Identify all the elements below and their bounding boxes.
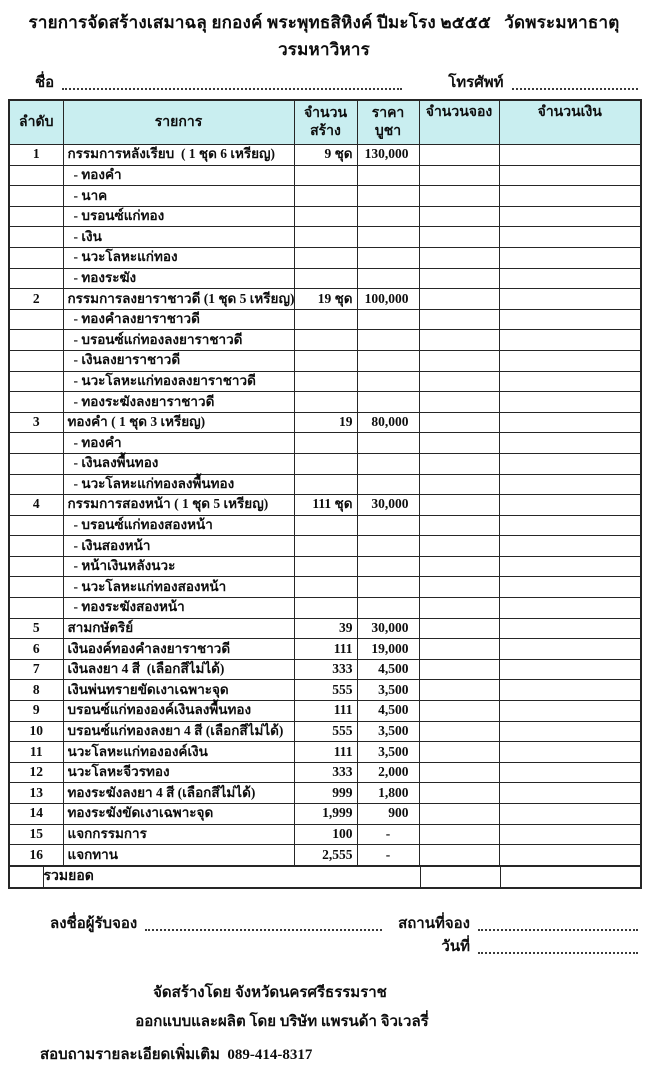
row-amount-cell (499, 433, 641, 454)
total-row (9, 866, 641, 888)
row-amount-cell (499, 453, 641, 474)
row-price-cell: 3,500 (357, 680, 419, 701)
table-row (9, 762, 641, 783)
table-row (9, 742, 641, 763)
row-item-cell: - เงินลงพื้นทอง (63, 453, 294, 474)
row-amount-cell (499, 392, 641, 413)
total-table (8, 865, 642, 889)
row-price-cell (357, 350, 419, 371)
table-row (9, 659, 641, 680)
col-header-reserve: จำนวนจอง (419, 100, 499, 145)
row-no-cell: 11 (9, 742, 63, 763)
table-row (9, 412, 641, 433)
table-row (9, 721, 641, 742)
row-price-cell (357, 453, 419, 474)
row-price-cell: 130,000 (357, 145, 419, 166)
row-amount-cell (499, 247, 641, 268)
row-qty-cell (294, 392, 357, 413)
row-reserve-cell (419, 453, 499, 474)
table-row (9, 453, 641, 474)
row-qty-cell: 333 (294, 762, 357, 783)
row-reserve-cell (419, 783, 499, 804)
row-no-cell (9, 206, 63, 227)
row-qty-cell: 19 (294, 412, 357, 433)
table-row (9, 701, 641, 722)
row-item-cell: บรอนซ์แก่ทององค์เงินลงพื้นทอง (63, 701, 294, 722)
row-price-cell: 30,000 (357, 618, 419, 639)
row-item-cell: - บรอนซ์แก่ทองสองหน้า (63, 515, 294, 536)
row-item-cell: แจกทาน (63, 845, 294, 866)
row-price-cell (357, 371, 419, 392)
col-header-price-line1: ราคา (371, 106, 405, 121)
row-reserve-cell (419, 618, 499, 639)
total-label: รวมยอด (43, 866, 420, 888)
total-amount-cell (500, 866, 641, 888)
table-row (9, 350, 641, 371)
row-amount-cell (499, 289, 641, 310)
row-price-cell: 3,500 (357, 742, 419, 763)
row-no-cell: 6 (9, 639, 63, 660)
row-reserve-cell (419, 227, 499, 248)
row-reserve-cell (419, 577, 499, 598)
row-no-cell (9, 165, 63, 186)
place-label: สถานที่จอง (398, 915, 470, 932)
row-amount-cell (499, 556, 641, 577)
row-qty-cell: 1,999 (294, 804, 357, 825)
row-amount-cell (499, 268, 641, 289)
row-price-cell: 30,000 (357, 495, 419, 516)
date-dotted-line (478, 939, 638, 954)
row-reserve-cell (419, 680, 499, 701)
row-qty-cell (294, 330, 357, 351)
table-header (9, 100, 641, 145)
row-reserve-cell (419, 392, 499, 413)
table-row (9, 330, 641, 351)
producer-line: จัดสร้างโดย จังหวัดนครศรีธรรมราช (153, 984, 387, 1001)
table-row (9, 598, 641, 619)
row-amount-cell (499, 680, 641, 701)
row-qty-cell: 999 (294, 783, 357, 804)
row-price-cell (357, 536, 419, 557)
row-amount-cell (499, 598, 641, 619)
row-reserve-cell (419, 804, 499, 825)
row-amount-cell (499, 845, 641, 866)
row-no-cell: 12 (9, 762, 63, 783)
row-no-cell (9, 474, 63, 495)
row-price-cell (357, 392, 419, 413)
row-item-cell: ทองคำ ( 1 ชุด 3 เหรียญ) (63, 412, 294, 433)
row-item-cell: - บรอนซ์แก่ทอง (63, 206, 294, 227)
row-no-cell (9, 536, 63, 557)
row-item-cell: ทองระฆังขัดเงาเฉพาะจุด (63, 804, 294, 825)
row-no-cell (9, 515, 63, 536)
row-qty-cell (294, 227, 357, 248)
row-no-cell: 14 (9, 804, 63, 825)
row-no-cell (9, 577, 63, 598)
row-no-cell: 13 (9, 783, 63, 804)
row-price-cell (357, 515, 419, 536)
row-amount-cell (499, 165, 641, 186)
row-reserve-cell (419, 598, 499, 619)
row-price-cell (357, 598, 419, 619)
table-row (9, 433, 641, 454)
row-qty-cell (294, 556, 357, 577)
row-qty-cell (294, 453, 357, 474)
row-price-cell: 4,500 (357, 701, 419, 722)
row-amount-cell (499, 639, 641, 660)
table-row (9, 639, 641, 660)
row-item-cell: นวะโลหะแก่ทององค์เงิน (63, 742, 294, 763)
total-reserve-cell (420, 866, 500, 888)
row-qty-cell (294, 515, 357, 536)
row-reserve-cell (419, 247, 499, 268)
row-reserve-cell (419, 495, 499, 516)
row-price-cell: 2,000 (357, 762, 419, 783)
row-item-cell: - ทองคำ (63, 433, 294, 454)
row-reserve-cell (419, 762, 499, 783)
row-item-cell: สามกษัตริย์ (63, 618, 294, 639)
row-no-cell: 16 (9, 845, 63, 866)
row-reserve-cell (419, 556, 499, 577)
row-amount-cell (499, 495, 641, 516)
row-item-cell: - ทองระฆังลงยาราชาวดี (63, 392, 294, 413)
row-amount-cell (499, 804, 641, 825)
row-qty-cell: 39 (294, 618, 357, 639)
name-dotted-line (62, 75, 402, 90)
row-item-cell: - เงินสองหน้า (63, 536, 294, 557)
row-reserve-cell (419, 371, 499, 392)
row-price-cell (357, 165, 419, 186)
row-price-cell (357, 268, 419, 289)
row-reserve-cell (419, 186, 499, 207)
row-no-cell (9, 330, 63, 351)
row-no-cell (9, 268, 63, 289)
table-row (9, 495, 641, 516)
table-row (9, 268, 641, 289)
row-qty-cell: 333 (294, 659, 357, 680)
row-qty-cell: 100 (294, 824, 357, 845)
row-amount-cell (499, 371, 641, 392)
row-item-cell: - นวะโลหะแก่ทองสองหน้า (63, 577, 294, 598)
table-row (9, 309, 641, 330)
table-row (9, 845, 641, 866)
row-item-cell: - ทองระฆัง (63, 268, 294, 289)
row-price-cell (357, 330, 419, 351)
row-reserve-cell (419, 412, 499, 433)
row-price-cell (357, 186, 419, 207)
row-reserve-cell (419, 268, 499, 289)
table-row (9, 536, 641, 557)
row-no-cell: 15 (9, 824, 63, 845)
row-price-cell (357, 433, 419, 454)
row-no-cell (9, 371, 63, 392)
contact-line: สอบถามรายละเอียดเพิ่มเติม 089-414-8317 (40, 1046, 313, 1063)
row-no-cell (9, 556, 63, 577)
row-item-cell: - ทองคำลงยาราชาวดี (63, 309, 294, 330)
row-qty-cell (294, 371, 357, 392)
row-item-cell: เงินลงยา 4 สี (เลือกสีไม่ได้) (63, 659, 294, 680)
col-header-qty-line2: สร้าง (310, 123, 341, 139)
row-price-cell: - (357, 845, 419, 866)
row-item-cell: - บรอนซ์แก่ทองลงยาราชาวดี (63, 330, 294, 351)
row-price-cell (357, 556, 419, 577)
row-price-cell: 100,000 (357, 289, 419, 310)
row-qty-cell (294, 474, 357, 495)
row-reserve-cell (419, 824, 499, 845)
row-reserve-cell (419, 639, 499, 660)
row-price-cell: 1,800 (357, 783, 419, 804)
table-row (9, 618, 641, 639)
row-no-cell: 5 (9, 618, 63, 639)
col-header-price (357, 100, 419, 145)
row-amount-cell (499, 330, 641, 351)
row-item-cell: - หน้าเงินหลังนวะ (63, 556, 294, 577)
row-reserve-cell (419, 659, 499, 680)
row-no-cell (9, 433, 63, 454)
row-item-cell: - นาค (63, 186, 294, 207)
row-amount-cell (499, 783, 641, 804)
row-price-cell: 900 (357, 804, 419, 825)
row-qty-cell (294, 206, 357, 227)
col-header-no: ลำดับ (9, 100, 63, 145)
row-amount-cell (499, 721, 641, 742)
row-no-cell (9, 453, 63, 474)
row-qty-cell (294, 165, 357, 186)
table-row (9, 371, 641, 392)
row-amount-cell (499, 350, 641, 371)
row-price-cell (357, 577, 419, 598)
col-header-qty-line1: จำนวน (303, 106, 348, 121)
row-price-cell (357, 474, 419, 495)
row-reserve-cell (419, 350, 499, 371)
row-reserve-cell (419, 145, 499, 166)
row-price-cell: 80,000 (357, 412, 419, 433)
row-amount-cell (499, 227, 641, 248)
row-reserve-cell (419, 433, 499, 454)
row-qty-cell: 111 (294, 639, 357, 660)
row-qty-cell (294, 186, 357, 207)
row-amount-cell (499, 309, 641, 330)
row-item-cell: - เงินลงยาราชาวดี (63, 350, 294, 371)
designer-line: ออกแบบและผลิต โดย บริษัท แพรนด้า จิวเวลรี่ (135, 1013, 429, 1030)
row-price-cell: - (357, 824, 419, 845)
row-qty-cell (294, 433, 357, 454)
row-qty-cell (294, 268, 357, 289)
row-no-cell (9, 247, 63, 268)
row-reserve-cell (419, 536, 499, 557)
row-no-cell: 9 (9, 701, 63, 722)
row-item-cell: - นวะโลหะแก่ทองลงพื้นทอง (63, 474, 294, 495)
row-price-cell: 19,000 (357, 639, 419, 660)
row-no-cell: 7 (9, 659, 63, 680)
row-item-cell: - ทองคำ (63, 165, 294, 186)
row-amount-cell (499, 515, 641, 536)
table-row (9, 824, 641, 845)
row-item-cell: - นวะโลหะแก่ทอง (63, 247, 294, 268)
col-header-price-line2: บูชา (374, 123, 402, 139)
table-row (9, 577, 641, 598)
row-qty-cell: 19 ชุด (294, 289, 357, 310)
row-reserve-cell (419, 721, 499, 742)
order-table (8, 99, 642, 867)
row-price-cell: 4,500 (357, 659, 419, 680)
row-amount-cell (499, 145, 641, 166)
row-item-cell: กรรมการหลังเรียบ ( 1 ชุด 6 เหรียญ) (63, 145, 294, 166)
table-row (9, 247, 641, 268)
row-amount-cell (499, 186, 641, 207)
place-dotted-line (478, 916, 638, 931)
row-reserve-cell (419, 515, 499, 536)
row-reserve-cell (419, 330, 499, 351)
page-title: รายการจัดสร้างเสมาฉลุ ยกองค์ พระพุทธสิหิงค์ ปีมะโรง ๒๕๕๕ วัดพระมหาธาตุวรมหาวิหาร (28, 13, 620, 59)
row-item-cell: กรรมการสองหน้า ( 1 ชุด 5 เหรียญ) (63, 495, 294, 516)
col-header-qty (294, 100, 357, 145)
row-qty-cell: 111 (294, 742, 357, 763)
row-amount-cell (499, 474, 641, 495)
table-body (9, 145, 641, 866)
row-item-cell: นวะโลหะจีวรทอง (63, 762, 294, 783)
row-qty-cell: 555 (294, 680, 357, 701)
row-qty-cell (294, 309, 357, 330)
table-row (9, 680, 641, 701)
date-line (50, 938, 638, 956)
col-header-amount: จำนวนเงิน (499, 100, 641, 145)
row-qty-cell: 9 ชุด (294, 145, 357, 166)
phone-dotted-line (512, 75, 638, 90)
row-reserve-cell (419, 206, 499, 227)
row-reserve-cell (419, 165, 499, 186)
row-item-cell: แจกกรรมการ (63, 824, 294, 845)
row-amount-cell (499, 412, 641, 433)
table-row (9, 165, 641, 186)
row-amount-cell (499, 206, 641, 227)
row-item-cell: เงินองค์ทองคำลงยาราชาวดี (63, 639, 294, 660)
row-qty-cell (294, 536, 357, 557)
row-qty-cell (294, 598, 357, 619)
row-no-cell: 8 (9, 680, 63, 701)
row-no-cell: 1 (9, 145, 63, 166)
row-item-cell: - นวะโลหะแก่ทองลงยาราชาวดี (63, 371, 294, 392)
row-no-cell: 2 (9, 289, 63, 310)
row-price-cell (357, 227, 419, 248)
row-reserve-cell (419, 474, 499, 495)
row-reserve-cell (419, 742, 499, 763)
row-qty-cell: 111 ชุด (294, 495, 357, 516)
row-no-cell (9, 227, 63, 248)
row-item-cell: เงินพ่นทรายขัดเงาเฉพาะจุด (63, 680, 294, 701)
row-no-cell (9, 392, 63, 413)
row-amount-cell (499, 577, 641, 598)
row-price-cell: 3,500 (357, 721, 419, 742)
row-item-cell: - เงิน (63, 227, 294, 248)
signature-dotted-line (145, 916, 382, 931)
table-row (9, 227, 641, 248)
table-row (9, 474, 641, 495)
signature-label: ลงชื่อผู้รับจอง (50, 915, 138, 932)
name-phone-line (35, 74, 638, 92)
row-price-cell (357, 309, 419, 330)
row-no-cell (9, 186, 63, 207)
table-row (9, 186, 641, 207)
row-no-cell: 4 (9, 495, 63, 516)
total-no-cell (9, 866, 43, 888)
row-amount-cell (499, 742, 641, 763)
row-item-cell: - ทองระฆังสองหน้า (63, 598, 294, 619)
table-row (9, 556, 641, 577)
row-no-cell (9, 598, 63, 619)
col-header-item: รายการ (63, 100, 294, 145)
name-label: ชื่อ (35, 75, 55, 91)
row-qty-cell: 2,555 (294, 845, 357, 866)
table-row (9, 145, 641, 166)
row-amount-cell (499, 536, 641, 557)
table-row (9, 515, 641, 536)
row-item-cell: ทองระฆังลงยา 4 สี (เลือกสีไม่ได้) (63, 783, 294, 804)
table-row (9, 804, 641, 825)
row-amount-cell (499, 659, 641, 680)
row-qty-cell: 555 (294, 721, 357, 742)
row-qty-cell (294, 577, 357, 598)
row-reserve-cell (419, 309, 499, 330)
row-no-cell (9, 309, 63, 330)
row-reserve-cell (419, 289, 499, 310)
row-price-cell (357, 247, 419, 268)
row-qty-cell: 111 (294, 701, 357, 722)
row-amount-cell (499, 824, 641, 845)
row-no-cell: 3 (9, 412, 63, 433)
signature-line (50, 915, 638, 933)
row-amount-cell (499, 618, 641, 639)
table-row (9, 289, 641, 310)
row-qty-cell (294, 247, 357, 268)
row-amount-cell (499, 701, 641, 722)
table-row (9, 392, 641, 413)
table-row (9, 206, 641, 227)
row-price-cell (357, 206, 419, 227)
row-reserve-cell (419, 701, 499, 722)
phone-label: โทรศัพท์ (448, 75, 504, 91)
row-no-cell: 10 (9, 721, 63, 742)
row-item-cell: กรรมการลงยาราชาวดี (1 ชุด 5 เหรียญ) (63, 289, 294, 310)
row-amount-cell (499, 762, 641, 783)
row-no-cell (9, 350, 63, 371)
row-qty-cell (294, 350, 357, 371)
date-label: วันที่ (441, 938, 470, 955)
row-item-cell: บรอนซ์แก่ทองลงยา 4 สี (เลือกสีไม่ได้) (63, 721, 294, 742)
row-reserve-cell (419, 845, 499, 866)
table-row (9, 783, 641, 804)
